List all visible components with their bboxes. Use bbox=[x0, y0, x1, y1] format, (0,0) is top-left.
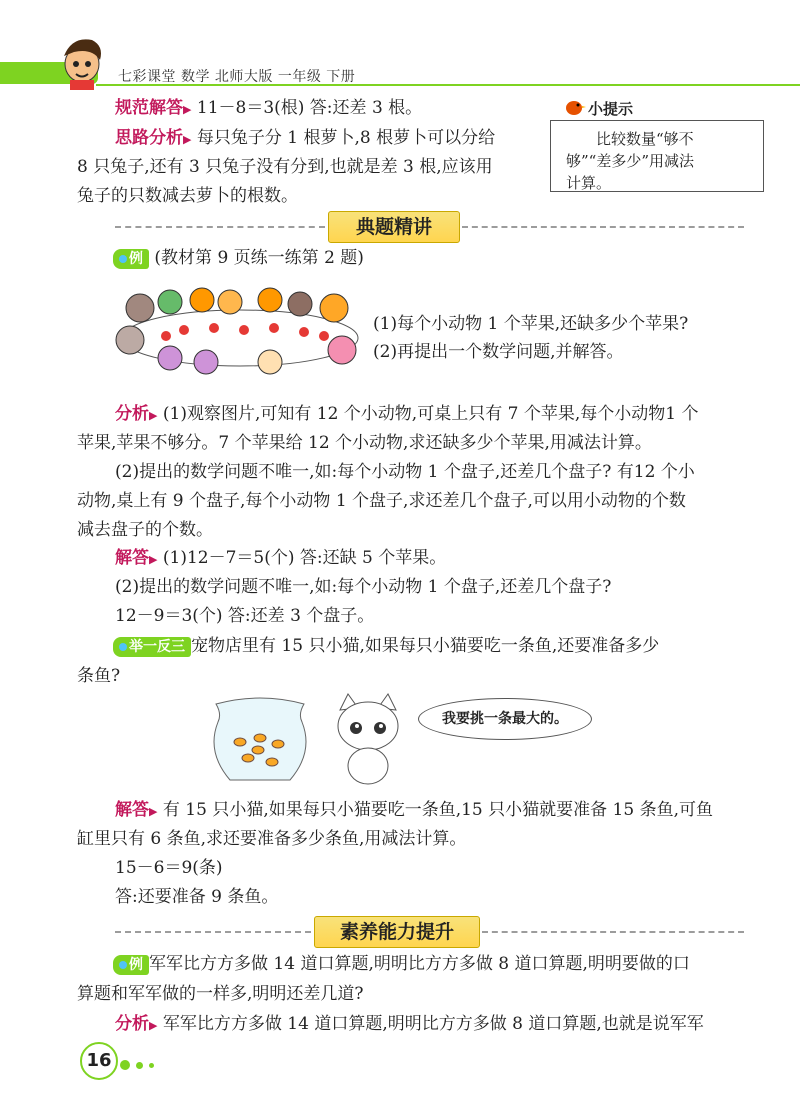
footer-dot bbox=[149, 1063, 154, 1068]
section-divider-right bbox=[462, 226, 744, 228]
example1-header bbox=[113, 248, 364, 269]
example2-analysis: 分析▶ 军军比方方多做 14 道口算题,明明比方方多做 8 道口算题,也就是说军军 bbox=[115, 1014, 704, 1034]
dot-icon bbox=[119, 643, 127, 651]
practice-answer-line-2: 缸里只有 6 条鱼,求还要准备多少条鱼,用减法计算。 bbox=[77, 829, 467, 849]
practice-line-1: 举一反三 宠物店里有 15 只小猫,如果每只小猫要吃一条鱼,还要准备多少 bbox=[113, 636, 659, 657]
top-analysis-line-1 bbox=[115, 128, 495, 150]
kitten-illustration bbox=[326, 690, 410, 786]
analysis-text: 每只兔子分 1 根萝卜,8 根萝卜可以分给 bbox=[196, 128, 496, 148]
tip-line-3: 计算。 bbox=[566, 174, 612, 192]
dot-icon bbox=[119, 961, 127, 969]
triangle-icon: ▶ bbox=[183, 103, 192, 116]
analysis-label: 分析 bbox=[115, 404, 149, 424]
answer-text: 11－8＝3(根) 答:还差 3 根。 bbox=[196, 98, 423, 118]
triangle-icon: ▶ bbox=[149, 553, 158, 566]
example2-line-1: 例 军军比方方多做 14 道口算题,明明比方方多做 8 道口算题,明明要做的口 bbox=[113, 954, 690, 975]
footer-dot bbox=[120, 1060, 130, 1070]
practice-line-2: 条鱼? bbox=[77, 666, 121, 686]
example1-analysis-line-3: (2)提出的数学问题不唯一,如:每个小动物 1 个盘子,还差几个盘子? 有12 个小 bbox=[115, 462, 695, 482]
analysis-label: 分析 bbox=[115, 1014, 149, 1034]
section-divider-left bbox=[115, 226, 325, 228]
example2-line-2: 算题和军军做的一样多,明明还差几道? bbox=[77, 984, 364, 1004]
triangle-icon: ▶ bbox=[149, 1019, 158, 1032]
example1-question-1: (1)每个小动物 1 个苹果,还缺多少个苹果? bbox=[373, 314, 689, 334]
answer-label: 解答 bbox=[115, 800, 149, 820]
fish-bowl-illustration bbox=[206, 692, 314, 788]
triangle-icon: ▶ bbox=[149, 409, 158, 422]
tip-line-2: 够”“差多少”用减法 bbox=[566, 152, 695, 170]
practice-answer-line-4: 答:还要准备 9 条鱼。 bbox=[115, 887, 279, 907]
example1-question-2: (2)再提出一个数学问题,并解答。 bbox=[373, 342, 624, 362]
example1-analysis-line-4: 动物,桌上有 9 个盘子,每个小动物 1 个盘子,求还差几个盘子,可以用小动物的个数 bbox=[77, 491, 686, 511]
example1-analysis-line-1: 分析▶ (1)观察图片,可知有 12 个小动物,可桌上只有 7 个苹果,每个小动物1 个 bbox=[115, 404, 699, 424]
example-tag: 例 bbox=[113, 249, 149, 269]
page-number: 16 bbox=[80, 1042, 118, 1080]
example1-answer-line-3: 12－9＝3(个) 答:还差 3 个盘子。 bbox=[115, 606, 375, 626]
top-analysis-line-3: 兔子的只数减去萝卜的根数。 bbox=[77, 186, 298, 206]
header-book-info: 七彩课堂 数学 北师大版 一年级 下册 bbox=[118, 69, 356, 85]
speech-bubble: 我要挑一条最大的。 bbox=[418, 698, 592, 740]
tip-line-1: 比较数量“够不 bbox=[596, 130, 694, 148]
triangle-icon: ▶ bbox=[183, 133, 192, 146]
example1-analysis-line-2: 苹果,苹果不够分。7 个苹果给 12 个小动物,求还缺多少个苹果,用减法计算。 bbox=[77, 433, 652, 453]
section-title-dianti: 典题精讲 bbox=[328, 211, 460, 243]
example1-answer-line-1: 解答▶ (1)12－7＝5(个) 答:还缺 5 个苹果。 bbox=[115, 548, 447, 568]
example1-analysis-line-5: 减去盘子的个数。 bbox=[77, 520, 213, 540]
top-analysis-line-2: 8 只兔子,还有 3 只兔子没有分到,也就是差 3 根,应该用 bbox=[77, 157, 493, 177]
section-divider-right bbox=[482, 931, 744, 933]
dot-icon bbox=[119, 255, 127, 263]
top-answer-line bbox=[115, 98, 422, 120]
section-title-suyang: 素养能力提升 bbox=[314, 916, 480, 948]
section-divider-left bbox=[115, 931, 311, 933]
example1-answer-line-2: (2)提出的数学问题不唯一,如:每个小动物 1 个盘子,还差几个盘子? bbox=[115, 577, 612, 597]
footer-dot bbox=[136, 1062, 143, 1069]
practice-answer-line-3: 15－6＝9(条) bbox=[115, 858, 223, 878]
bird-icon bbox=[562, 96, 586, 118]
animals-table-illustration bbox=[110, 278, 368, 390]
example1-source: (教材第 9 页练一练第 2 题) bbox=[154, 248, 364, 268]
mascot-illustration bbox=[52, 34, 112, 90]
answer-label: 规范解答 bbox=[115, 98, 183, 118]
practice-tag: 举一反三 bbox=[113, 637, 191, 657]
triangle-icon: ▶ bbox=[149, 805, 158, 818]
practice-answer-line-1: 解答▶ 有 15 只小猫,如果每只小猫要吃一条鱼,15 只小猫就要准备 15 条鱼,可鱼 bbox=[115, 800, 713, 820]
analysis-label: 思路分析 bbox=[115, 128, 183, 148]
tip-title: 小提示 bbox=[588, 100, 634, 118]
example-tag: 例 bbox=[113, 955, 149, 975]
answer-label: 解答 bbox=[115, 548, 149, 568]
